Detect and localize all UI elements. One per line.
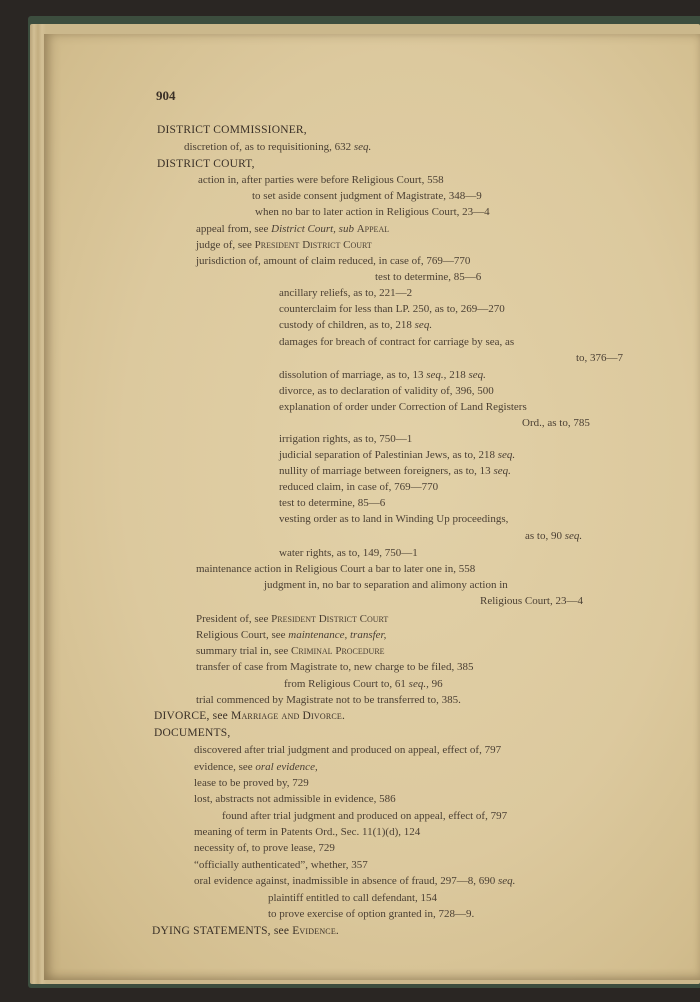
entry-text: oral evidence against, inadmissible in absence of fraud, 297—8, 690 (194, 875, 498, 887)
index-heading (157, 156, 255, 173)
index-entry (525, 528, 582, 545)
book-page (44, 34, 700, 980)
entry-text: discovered after trial judgment and produced on appeal, effect of, 797 (194, 744, 502, 756)
entry-text: evidence, see (194, 761, 256, 773)
entry-text: Marriage and Divorce. (231, 710, 346, 722)
entry-text: from Religious Court to, 61 (284, 678, 409, 690)
entry-text: action in, after parties were before Religious Court, 558 (198, 174, 444, 186)
index-entry (194, 857, 368, 874)
entry-text: judge of, see (196, 239, 255, 251)
entry-text: DISTRICT COURT, (157, 158, 255, 170)
entry-text: DYING STATEMENTS, (152, 925, 274, 937)
entry-text: DIVORCE, (154, 710, 213, 722)
entry-text: water rights, as to, 149, 750—1 (279, 547, 418, 559)
entry-text: seq., (426, 369, 447, 381)
entry-text: lease to be proved by, 729 (194, 777, 309, 789)
entry-text: “officially authenticated”, whether, 357 (194, 859, 368, 871)
entry-text: lost, abstracts not admissible in evidence, 586 (194, 793, 396, 805)
index-entry (184, 139, 371, 156)
entry-text: nullity of marriage between foreigners, as to, 13 (279, 465, 494, 477)
entry-text: counterclaim for less than LP. 250, as to, 269—270 (279, 303, 505, 315)
entry-text: see (212, 710, 232, 722)
index-entry (268, 906, 474, 923)
index-entry (194, 840, 335, 857)
index-entry (279, 383, 494, 400)
entry-text: necessity of, to prove lease, 729 (194, 842, 335, 854)
index-entry (196, 643, 385, 660)
index-entry (279, 431, 412, 448)
index-entry (194, 824, 420, 841)
entry-text: see (273, 925, 293, 937)
index-entry (194, 775, 309, 792)
entry-text: 96 (428, 678, 443, 690)
index-entry (264, 577, 508, 594)
entry-text: when no bar to later action in Religious Court, 23—4 (255, 206, 490, 218)
index-entry (279, 479, 438, 496)
entry-text: irrigation rights, as to, 750—1 (279, 433, 413, 445)
index-entry (279, 285, 412, 302)
index-entry (196, 237, 372, 254)
entry-text: summary trial in, see (196, 645, 292, 657)
entry-text: seq. (414, 319, 433, 331)
index-entry (375, 269, 481, 286)
entry-text: to prove exercise of option granted in, 728—9. (268, 908, 475, 920)
entry-text: oral evidence, (255, 761, 318, 773)
index-entry (196, 627, 386, 644)
entry-text: Evidence. (292, 925, 340, 937)
index-heading (154, 708, 345, 725)
index-entry (196, 561, 475, 578)
entry-text: seq. (497, 449, 516, 461)
entry-text: test to determine, 85—6 (375, 271, 482, 283)
entry-text: meaning of term in Patents Ord., Sec. 11(1)(d), 124 (194, 826, 421, 838)
index-entry (196, 221, 389, 238)
index-entry (279, 317, 432, 334)
index-entry (194, 873, 515, 890)
index-entry (576, 350, 623, 367)
index-entry (268, 890, 437, 907)
index-entry (255, 204, 490, 221)
index-entry (279, 495, 385, 512)
entry-text: ancillary reliefs, as to, 221—2 (279, 287, 413, 299)
index-entry (222, 808, 507, 825)
index-heading (157, 122, 307, 139)
entry-text: 218 (446, 369, 469, 381)
index-entry (279, 334, 514, 351)
entry-text: reduced claim, in case of, 769—770 (279, 481, 439, 493)
index-entry (196, 659, 473, 676)
entry-text: seq. (353, 141, 372, 153)
index-heading (154, 725, 230, 742)
entry-text: as to, 90 (525, 530, 565, 542)
entry-text: custody of children, as to, 218 (279, 319, 415, 331)
index-entry (284, 676, 443, 693)
index-entry (198, 172, 444, 189)
index-entry (279, 399, 527, 416)
index-entry (194, 759, 318, 776)
index-entry (196, 253, 470, 270)
entry-text: to set aside consent judgment of Magistrate, 348—9 (252, 190, 482, 202)
index-heading (152, 923, 339, 940)
entry-text: vesting order as to land in Winding Up proceedings, (279, 513, 509, 525)
entry-text: to, 376—7 (576, 352, 624, 364)
entry-text: District Court, sub (271, 223, 354, 235)
entry-text: trial commenced by Magistrate not to be transferred to, 385. (196, 694, 461, 706)
page-number: 904 (156, 88, 176, 103)
entry-text: jurisdiction of, amount of claim reduced, in case of, 769—770 (196, 255, 471, 267)
entry-text: appeal from, see (196, 223, 272, 235)
entry-text: explanation of order under Correction of Land Registers (279, 401, 527, 413)
index-entry (522, 415, 590, 432)
index-entry (196, 611, 388, 628)
entry-text: Religious Court, see (196, 629, 289, 641)
entry-text: seq. (493, 465, 511, 477)
entry-text: seq., (408, 678, 429, 690)
index-entry (279, 447, 515, 464)
entry-text: plaintiff entitled to call defendant, 154 (268, 892, 438, 904)
entry-text: President District Court (271, 613, 389, 625)
entry-text: Religious Court, 23—4 (480, 595, 583, 607)
index-entry (279, 367, 486, 384)
entry-text: Criminal Procedure (291, 645, 385, 657)
entry-text: judicial separation of Palestinian Jews, as to, 218 (279, 449, 498, 461)
entry-text: judgment in, no bar to separation and alimony action in (264, 579, 508, 591)
index-entry (480, 593, 583, 610)
index-entry (279, 545, 418, 562)
index-entry (194, 791, 396, 808)
entry-text: divorce, as to declaration of validity of, 396, 500 (279, 385, 494, 397)
entry-text: transfer of case from Magistrate to, new charge to be filed, 385 (196, 661, 474, 673)
entry-text: Appeal (356, 223, 390, 235)
entry-text: Ord., as to, 785 (522, 417, 590, 429)
entry-text: President District Court (254, 239, 372, 251)
entry-text: DOCUMENTS, (154, 727, 231, 739)
entry-text: test to determine, 85—6 (279, 497, 386, 509)
index-entry (279, 511, 508, 528)
entry-text: discretion of, as to requisitioning, 632 (184, 141, 354, 153)
entry-text: found after trial judgment and produced on appeal, effect of, 797 (222, 810, 508, 822)
entry-text: maintenance action in Religious Court a bar to later one in, 558 (196, 563, 476, 575)
index-entry (196, 692, 461, 709)
index-entry (279, 301, 505, 318)
entry-text: DISTRICT COMMISSIONER, (157, 124, 307, 136)
entry-text: damages for breach of contract for carriage by sea, as (279, 336, 515, 348)
entry-text: seq. (564, 530, 583, 542)
entry-text: dissolution of marriage, as to, 13 (279, 369, 427, 381)
entry-text: seq. (497, 875, 516, 887)
entry-text: seq. (468, 369, 486, 381)
entry-text: President of, see (196, 613, 272, 625)
index-entry (252, 188, 482, 205)
index-entry (194, 742, 501, 759)
entry-text: maintenance, transfer, (288, 629, 387, 641)
index-entry (279, 463, 511, 480)
